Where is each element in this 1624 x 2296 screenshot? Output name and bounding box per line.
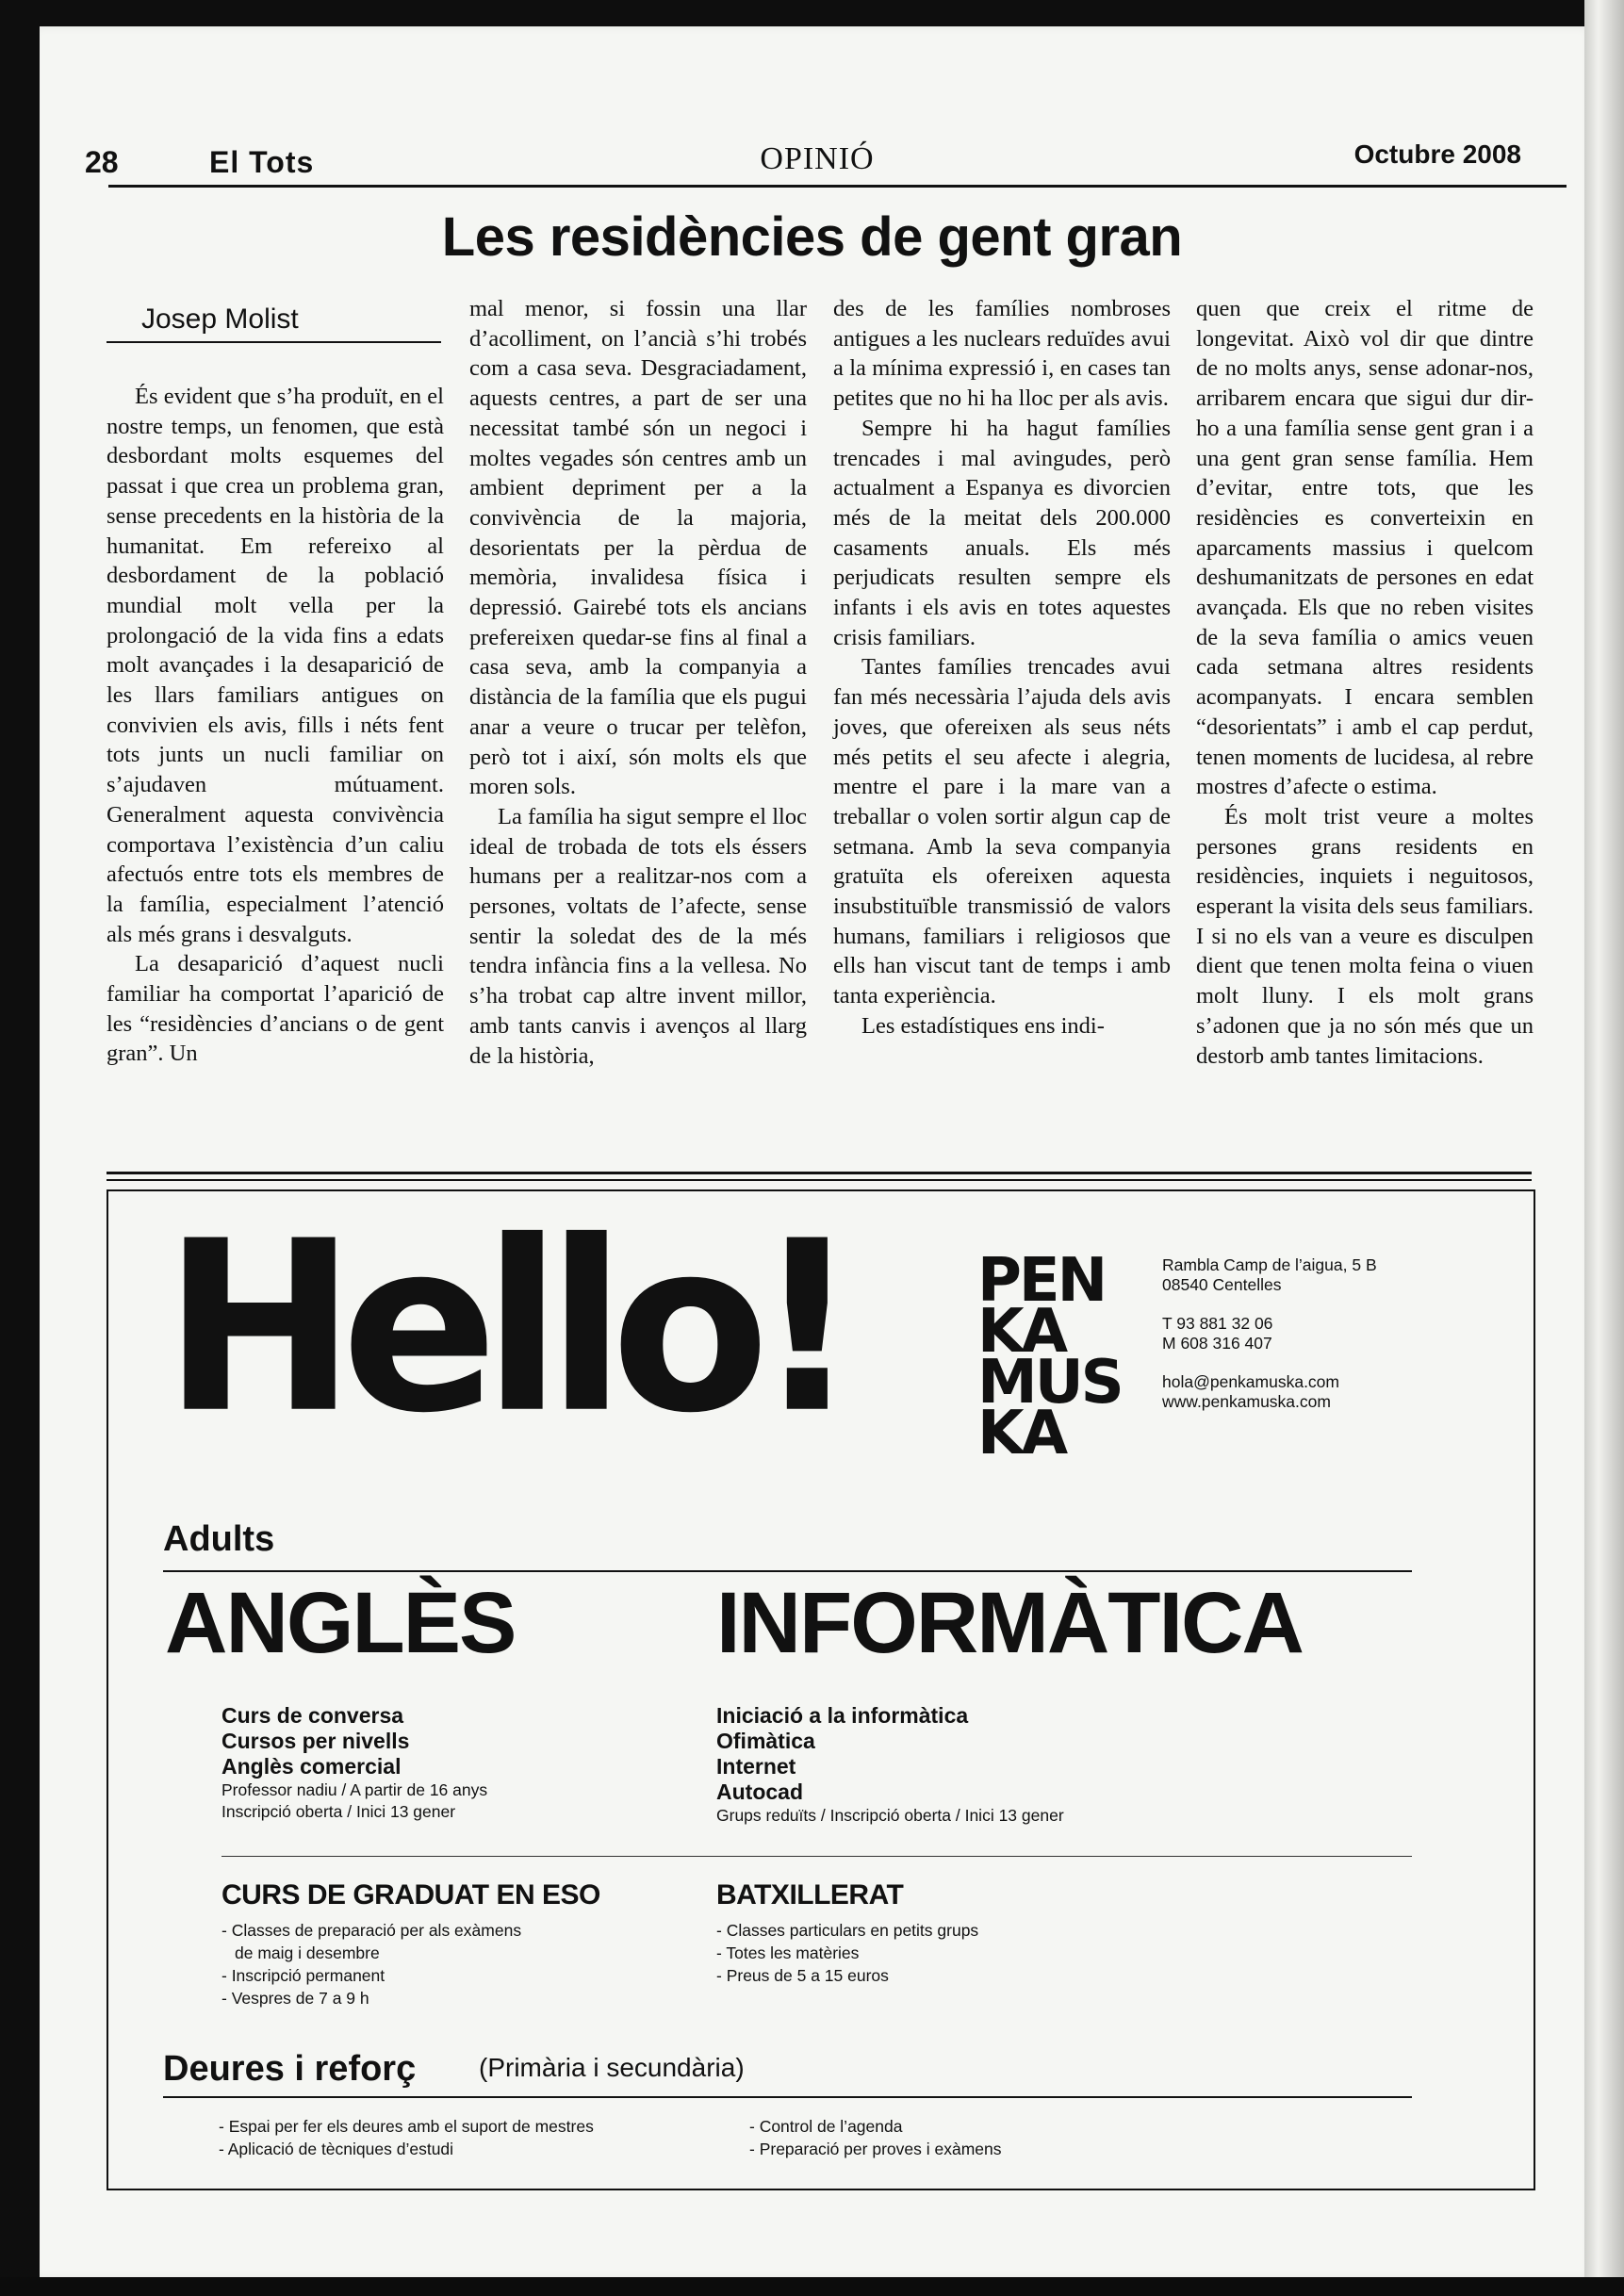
deures-list-left [219,2115,594,2160]
advertisement [107,1189,1535,2190]
contact-block [1162,1255,1377,1412]
list-item: - Classes particulars en petits grups [716,1921,979,1940]
article-column-3 [833,294,1171,1041]
list-item: - Espai per fer els deures amb el suport de mestres [219,2117,594,2136]
email: hola@penkamuska.com [1162,1372,1339,1391]
list-item: - Preus de 5 a 15 euros [716,1966,889,1985]
article-column-1 [107,382,444,1069]
adults-label: Adults [163,1519,275,1559]
phone: T 93 881 32 06 [1162,1314,1273,1333]
course-item: Cursos per nivells [221,1729,410,1753]
informatica-title: INFORMÀTICA [716,1575,1303,1671]
issue-date: Octubre 2008 [1353,139,1521,169]
course-item: Anglès comercial [221,1754,402,1779]
batxillerat-title: BATXILLERAT [716,1879,904,1911]
paragraph: És evident que s’ha produït, en el nostre temps, un fenomen, que està desbordant molts esquemes del passat i que crea un problema gran, sense precedents en la història de la humanitat. Em refereixo al desbordament de la població mundial molt vella per la prolongació de la vida fins a edats molt avançades i la desaparició de les llars familiars antigues on convivien els avis, fills i néts fent tots junts un nucli familiar on s’ajudaven mútuament. Generalment aquesta convivència comportava l’existència d’un caliu afectuós entre tots els membres de la família, especialment l’atenció als més grans i desvalguts. [107,384,444,947]
paragraph: mal menor, si fossin una llar d’acolliment, on l’ancià s’hi trobés com a casa seva. Desgraciadament, aquests centres, a part de ser una necessitat també són un negoci i moltes vegades són centres amb un ambient depriment per a la convivència de la majoria, desorientats per la pèrdua de memòria, invalidesa física i depressió. Gairebé tots els ancians prefereixen quedar-se fins al final a casa seva, amb la companyia a distància de la família que els pugui anar a veure o trucar per telèfon, però tot i així, són molts els que moren sols. [469,296,807,800]
list-item: - Inscripció permanent [221,1966,385,1985]
section-rule [221,1856,1412,1857]
brand-line: MUS [977,1348,1122,1418]
course-item: Curs de conversa [221,1703,404,1728]
paragraph: La desaparició d’aquest nucli familiar ha comportat l’aparició de les “residències d’ancians o de gent gran”. Un [107,951,444,1067]
brand-line: KA [977,1399,1066,1468]
batxillerat-list [716,1919,978,1987]
course-note: Grups reduïts / Inscripció oberta / Inici 13 gener [716,1806,1064,1825]
section-name: OPINIÓ [760,141,875,176]
scan-border [0,2277,1624,2296]
publication-name: El Tots [209,145,315,179]
paragraph: Sempre hi ha hagut famílies trencades i mal avingudes, però actualment a Espanya es divorcien més de la meitat dels 200.000 casaments anuals. Els més perjudicats resulten sempre els infants i els avis en totes aquestes crisis familiars. [833,415,1171,650]
paragraph: quen que creix el ritme de longevitat. Això vol dir que dintre de no molts anys, sense adonar-nos, arribarem encara que sigui dur dir-ho a una família sense gent gran i a una gent gran sense família. Hem d’evitar, entre tots, que les residències es converteixin en aparcaments massius i quelcom deshumanitzats de persones en edat avançada. Els que no reben visites de la seva família o amics veuen cada setmana altres residents acompanyats. I encara semblen “desorientats” i amb el cap perdut, tenen moments de lucidesa, al rebre mostres d’afecte o estima. [1196,296,1534,800]
deures-title: Deures i reforç [163,2049,417,2089]
paragraph: Tantes famílies trencades avui fan més necessària l’ajuda dels avis joves, que ofereixen als seus néts més petits el seu afecte i alegria, mentre el pare i la mare van a treballar o volen sortir algun cap de setmana. Amb la seva companyia gratuïta els ofereixen aquesta insubstituïble transmissió de valors humans, familiars i religiosos que ells han viscut tant de temps i amb tanta experiència. [833,654,1171,1009]
paragraph: És molt trist veure a moltes persones grans residents en residències, inquiets i neguitosos, esperant la visita dels seus familiars. I si no els van a veure es disculpen dient que tenen molta feina o viuen molt lluny. I els molt grans s’adonen que ja no són més que un destorb amb tantes limitacions. [1196,803,1534,1069]
angles-title: ANGLÈS [165,1575,516,1671]
article-column-2 [469,294,807,1071]
deures-subtitle: (Primària i secundària) [479,2053,745,2082]
list-item: - Aplicació de tècniques d’estudi [219,2140,454,2158]
mobile: M 608 316 407 [1162,1334,1272,1353]
article-author: Josep Molist [141,303,299,335]
list-item: - Control de l’agenda [749,2117,903,2136]
angles-block [221,1703,487,1823]
course-item: Autocad [716,1779,803,1804]
informatica-block [716,1703,1064,1827]
brand-line: PEN [977,1246,1106,1316]
author-rule [107,341,441,343]
page-number: 28 [85,145,119,179]
article-title: Les residències de gent gran [441,206,1183,268]
paragraph: Les estadístiques ens indi- [861,1012,1105,1039]
section-rule [163,2096,1412,2098]
article-column-4 [1196,294,1534,1071]
brand-line: KA [977,1297,1066,1367]
course-item: Ofimàtica [716,1729,815,1753]
article-end-rule-thin [107,1179,1532,1181]
list-item: de maig i desembre [235,1943,380,1962]
website: www.penkamuska.com [1162,1392,1331,1411]
brand-logo [977,1246,1122,1468]
ad-headline: Hello! [163,1190,845,1465]
address-line: Rambla Camp de l’aigua, 5 B [1162,1255,1377,1274]
course-item: Iniciació a la informàtica [716,1703,969,1728]
eso-list [221,1919,521,2009]
article-end-rule [107,1172,1532,1174]
deures-list-right [749,2115,1001,2160]
address-line: 08540 Centelles [1162,1275,1282,1294]
list-item: - Preparació per proves i exàmens [749,2140,1002,2158]
list-item: - Classes de preparació per als exàmens [221,1921,522,1940]
section-rule [163,1570,1412,1572]
course-note: Inscripció oberta / Inici 13 gener [221,1802,456,1821]
list-item: - Vespres de 7 a 9 h [221,1989,369,2008]
paragraph: des de les famílies nombroses antigues a les nuclears reduïdes avui a la mínima expressió i, en cases tan petites que no hi ha lloc per als avis. [833,296,1171,412]
course-item: Internet [716,1754,796,1779]
eso-title: CURS DE GRADUAT EN ESO [221,1879,600,1911]
page-edge [1584,0,1624,2296]
course-note: Professor nadiu / A partir de 16 anys [221,1780,488,1799]
list-item: - Totes les matèries [716,1943,860,1962]
paragraph: La família ha sigut sempre el lloc ideal de trobada de tots els éssers humans per a realitzar-nos com a persones, voltats de l’afecte, sense sentir la soledat des de la més tendra infància fins a la vellesa. No s’ha trobat cap altre invent millor, amb tants canvis i avenços al llarg de la història, [469,803,807,1069]
